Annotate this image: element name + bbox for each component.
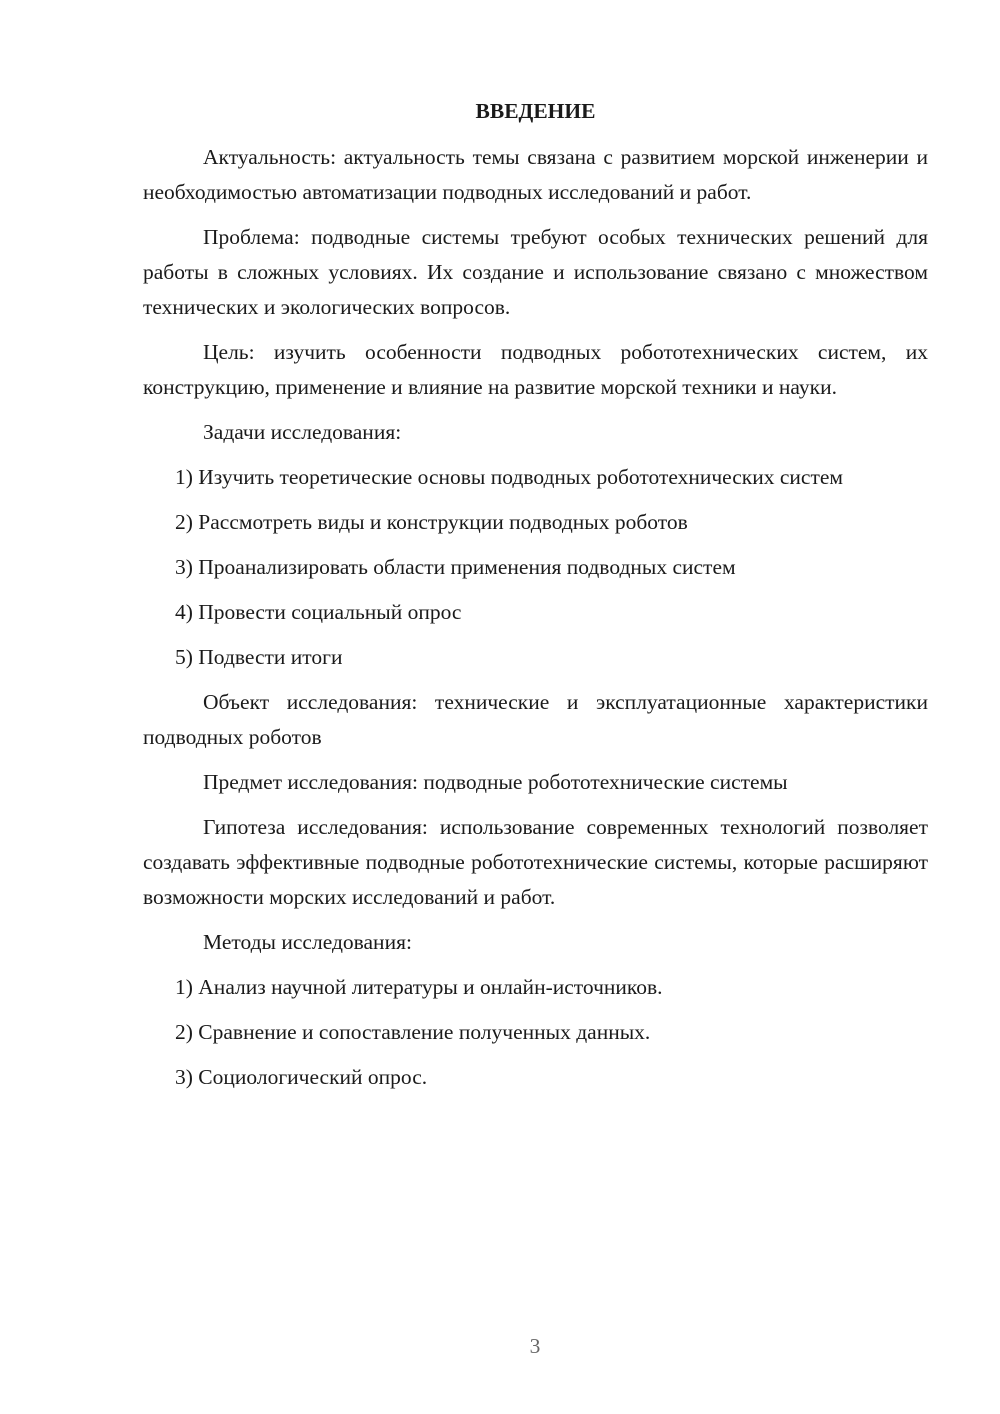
paragraph-object: Объект исследования: технические и эксплуатационные характеристики подводных роботов [143, 690, 928, 749]
section-title: ВВЕДЕНИЕ [475, 99, 596, 123]
paragraph-hypothesis: Гипотеза исследования: использование современных технологий позволяет создавать эффективные подводные робототехнические системы, которые расширяют возможности морских исследований и работ. [143, 815, 928, 909]
paragraph-subject: Предмет исследования: подводные робототехнические системы [203, 770, 788, 794]
paragraph-tasks-heading: Задачи исследования: [203, 420, 402, 444]
paragraph-methods-heading: Методы исследования: [203, 930, 412, 954]
method-item-3: 3) Социологический опрос. [175, 1065, 428, 1089]
paragraph-goal: Цель: изучить особенности подводных робототехнических систем, их конструкцию, применение и влияние на развитие морской техники и науки. [143, 340, 928, 399]
task-item-4: 4) Провести социальный опрос [175, 600, 462, 624]
task-item-3: 3) Проанализировать области применения подводных систем [175, 555, 736, 579]
page-number: 3 [529, 1334, 541, 1358]
task-item-2: 2) Рассмотреть виды и конструкции подводных роботов [175, 510, 688, 534]
method-item-1: 1) Анализ научной литературы и онлайн-источников. [175, 975, 663, 999]
task-item-5: 5) Подвести итоги [175, 645, 343, 669]
paragraph-relevance: Актуальность: актуальность темы связана с развитием морской инженерии и необходимостью автоматизации подводных исследований и работ. [143, 145, 928, 204]
paragraph-problem: Проблема: подводные системы требуют особых технических решений для работы в сложных условиях. Их создание и использование связано с множеством технических и экологических вопросов. [143, 225, 928, 319]
task-item-1: 1) Изучить теоретические основы подводных робототехнических систем [175, 465, 844, 489]
document-body [143, 96, 928, 1105]
method-item-2: 2) Сравнение и сопоставление полученных данных. [175, 1020, 651, 1044]
